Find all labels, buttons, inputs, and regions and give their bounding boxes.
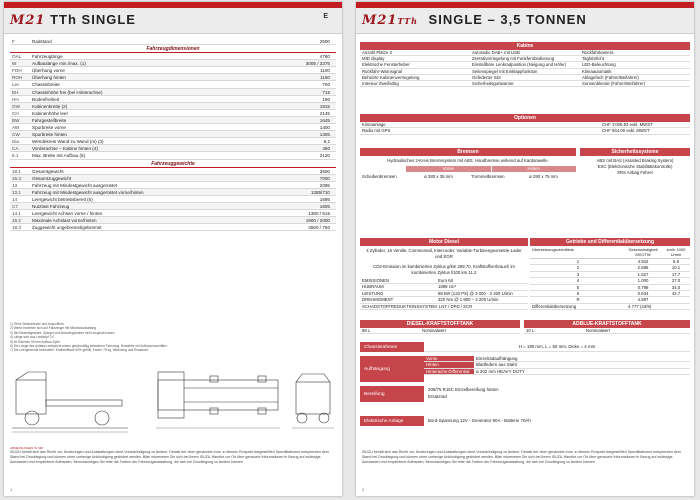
brakes-title: Bremsen: [360, 148, 576, 156]
row-value: 715: [322, 89, 330, 95]
gear-number: 5: [576, 284, 580, 290]
cabin-item: Seitenspiegel mit Einklappfunktion: [470, 69, 580, 75]
electrics-value: Bord-Spannung 12V - Generator 90A - Batterie 70Ah: [428, 418, 531, 423]
suspension-values: [424, 356, 690, 382]
engine-specs: [360, 278, 528, 310]
row-code: 13.1: [12, 189, 21, 195]
cabin-item: MID display: [360, 56, 470, 62]
row-code: OW: [12, 103, 20, 109]
suspension-value: Blattfedern aus Stahl: [476, 362, 517, 368]
differential-row: [530, 304, 690, 310]
row-value: 3005 / 3375: [305, 61, 330, 67]
row-desc: Radstand: [32, 39, 52, 44]
row-desc: Maximale Achslast vorne/hinten: [32, 218, 97, 224]
gear-number: 1: [576, 259, 580, 264]
dimensions-rows: [10, 53, 336, 159]
brakes-disc-label: Scheibenbremsen: [362, 174, 397, 179]
row-value: 3500 / 750: [308, 225, 330, 231]
gear-ratio: 1.527: [637, 271, 649, 277]
section-title-dimensions: Fahrzeugdimensionen: [10, 45, 336, 53]
row-value: 1380 / 515: [308, 211, 330, 217]
section-title-weights: Fahrzeuggewichte: [10, 160, 336, 168]
row-code: 18.3: [12, 225, 21, 231]
row-value: 1645: [319, 117, 330, 123]
table-row: [10, 210, 336, 217]
option-row: [360, 128, 690, 134]
gear-number: 4: [576, 278, 580, 284]
options-section: [360, 114, 690, 135]
option-price: CHF 944.00 exkl. MWST: [602, 128, 650, 134]
option-name: Klimaanlage: [362, 122, 386, 127]
transmission-section: [530, 238, 690, 310]
table-row: [10, 196, 336, 203]
transmission-col-speed-label: Geschwindigkeit: [628, 247, 658, 252]
row-value: 3500: [319, 168, 330, 174]
cabin-items: [360, 50, 690, 87]
model-logo: M21: [10, 13, 46, 28]
row-value: 2120: [319, 153, 330, 159]
engine-spec-value: 88 kW (120 PS) @ 3 000 - 3 200 U/min: [438, 290, 513, 296]
spec-page-equipment: [356, 2, 694, 496]
suspension-value: Einzelradaufhängung: [476, 356, 518, 361]
row-code: CW: [12, 132, 20, 138]
cabin-title: Kabine: [360, 42, 690, 50]
footnote: 5) Im Rahmen 50 mm Aufbau-Spiel: [10, 339, 60, 344]
table-row: [10, 217, 336, 224]
engine-spec-name: SCHADSTOFFREDUKTIONSSYSTEM: [362, 303, 437, 309]
gear-kmh: 27.0: [671, 278, 681, 284]
gear-ratio: 4.597: [637, 297, 649, 303]
chassis-row: [360, 342, 690, 352]
drawing-caption: ABMESSUNGEN IN MM: [10, 446, 44, 450]
spec-table: [10, 38, 336, 231]
gear-kmh: 10.1: [671, 265, 681, 271]
suspension-row: [360, 356, 690, 382]
row-code: 16.3: [12, 175, 21, 181]
row-desc: Spurbreite vorne: [32, 125, 66, 131]
page-header: [4, 2, 342, 36]
disclaimer-footer: ISUZU behält sich das Recht vor, Änderungen und Ausstattungen ohne Vorankündigung zu ändern. Details der oben genannten bzw. in diesem Prospekt dargestellten Spezifikationen entsprechen dem Stand bei Drucklegung und können ohne vorherige Ankündigung geändert werden. Bitte informieren Sie sich bei Ihrem ISUZU-Händler vor Ort über genauere Informationen in Bezug auf zulässige Achslasten und empfohlene Aufbauten. Berücksichtigen Sie bitte die Farben der Fahrzeugausstattung, die sich bei Drucklegung zu ändern können.: [10, 450, 329, 464]
adblue-tank-title: ADBLUE-KRAFTSTOFFTANK: [524, 320, 690, 328]
tyres-row: [360, 386, 690, 402]
row-desc: Fahrgestellbreite: [32, 117, 67, 123]
row-value: 1605: [319, 203, 330, 209]
transmission-col-speed-sub: MVOTW: [635, 252, 651, 257]
gear-ratio: 0.634: [637, 290, 649, 296]
engine-spec-name: EMISSIONEN: [362, 278, 389, 283]
options-title: Optionen: [360, 114, 690, 122]
footnote: 4) Länge sich aus Lenkkopf 2.0: [10, 335, 55, 340]
row-desc: Spurbreite hinten: [32, 132, 67, 138]
cabin-item: Beheizte Kabinenverriegelung: [360, 75, 470, 81]
table-row: [10, 53, 336, 60]
row-code: Dia: [12, 139, 19, 145]
cabin-item: Rückfahr-Warnsignal: [360, 69, 470, 75]
table-row: [10, 168, 336, 175]
row-desc: Wendekreis Wand zu Wand (m) (3): [32, 139, 104, 145]
cabin-item: Zentralverriegelung mit Funkfernbedienung: [470, 56, 580, 62]
row-desc: Chassisbreite: [32, 82, 60, 88]
row-desc: Überhang vorne: [32, 68, 65, 74]
model-name: SINGLE – 3,5 TONNEN: [428, 12, 587, 27]
brakes-description: Hydraulisches 2-Kreis Bremssystem mit ABS. Handbremse wirkend auf Kardanwelle.: [387, 158, 549, 163]
engine-spec-value: 320 Nm @ 1 800 – 2 200 U/min: [438, 297, 499, 303]
table-row: [10, 224, 336, 231]
row-value: 450: [322, 146, 330, 152]
row-code: 18.1: [12, 168, 21, 174]
row-value: 1385/710: [310, 189, 330, 195]
table-row: [10, 81, 336, 88]
table-row: [10, 89, 336, 96]
engine-title: Motor Diesel: [360, 238, 528, 246]
diesel-tank-capacity: 88 L: [362, 328, 371, 333]
row-code: 14: [12, 196, 18, 202]
safety-item: SRS Airbag Fahrer: [616, 170, 654, 175]
transmission-col-headers: [530, 246, 690, 259]
row-desc: Fahrzeuglänge: [32, 54, 63, 60]
cabin-item: Anzahl Plätze 3: [360, 50, 470, 56]
row-code: Lec: [12, 82, 20, 88]
table-row: [10, 60, 336, 67]
gear-ratio: 0.798: [637, 284, 649, 290]
gear-ratio: 4.942: [637, 259, 649, 264]
tyres-label: Bereifung: [360, 386, 424, 402]
cabin-item: Klimaautomatik: [580, 69, 690, 75]
cabin-item: Autoradio DAB+ mit USB: [470, 50, 580, 56]
table-row: [10, 175, 336, 182]
brakes-section: [360, 148, 576, 182]
cabin-item: Sicherheitsgurtwarner: [470, 81, 580, 87]
footnote: 7) Die Leergewichte beinhalten: Kraftstofftank 90% gefüllt, Fahrer 75 kg, Werkzeug und Ersatzrad.: [10, 348, 149, 353]
cabin-item: Elektrische Fensterheber: [360, 62, 470, 68]
footnote: 1) Ohne Seitenbleche und Auspuffrohr: [10, 322, 65, 326]
options-rows: [360, 122, 690, 135]
table-row: [10, 67, 336, 74]
tyres-spare: Ersatzrad: [428, 394, 447, 399]
row-code: EH: [12, 89, 19, 95]
row-code: W: [12, 61, 17, 67]
row-desc: Bodenfreiheit: [32, 96, 60, 102]
row-code: 6.1: [12, 153, 19, 159]
safety-section: [580, 148, 690, 176]
row-value: 2095: [319, 182, 330, 188]
suspension-label: Aufhängung: [360, 356, 424, 382]
engine-spec-name: DREHMOMENT: [362, 297, 394, 303]
disclaimer-footer: ISUZU behält sich das Recht vor, Änderungen und Ausstattungen ohne Vorankündigung zu ändern. Details der oben genannten bzw. in diesem Prospekt dargestellten Spezifikationen entsprechen dem Stand bei Drucklegung und können ohne vorherige Ankündigung geändert werden. Bitte informieren Sie sich bei Ihrem ISUZU-Händler vor Ort über genauere Informationen in Bezug auf zulässige Achslasten und empfohlene Aufbauten. Berücksichtigen Sie bitte die Farben der Fahrzeugausstattung, die sich bei Drucklegung zu ändern können.: [362, 450, 681, 464]
adblue-tank-row: [524, 328, 690, 334]
page-number: 1: [10, 487, 13, 492]
row-desc: Gesamtgewicht: [32, 168, 64, 174]
chassis-label: Chassisrahmen: [360, 342, 424, 352]
table-row: [10, 152, 336, 159]
model-logo-sub: TTh: [397, 16, 418, 26]
page-header: [356, 2, 694, 36]
footnote: 2) Werte beziehen sich auf Fahrzeuge mit Mindestaustattung: [10, 326, 97, 331]
option-name: Radio mit GPS: [362, 128, 391, 134]
transmission-title: Getriebe und Differentialübersetzung: [530, 238, 690, 246]
row-code: FOH: [12, 68, 22, 74]
gear-number: 3: [576, 271, 580, 277]
table-row: [10, 145, 336, 152]
cabin-section: [360, 42, 690, 87]
adblue-tank-capacity: 10 L: [526, 328, 535, 333]
row-code: HH: [12, 96, 19, 102]
row-desc: Gesamtzuggewicht: [32, 175, 72, 181]
row-value: 1160: [320, 75, 330, 81]
gear-number: R: [576, 297, 580, 303]
row-code: AW: [12, 125, 20, 131]
row-value: 190: [322, 96, 330, 102]
safety-item: ESC (Elektronische Stabilitätskontrolle): [597, 164, 673, 169]
engine-co2: CO2-Emission im kombinierten Zyklus g/km 269.70, Kraftstoffverbrauch im kombinierten Zyklus l/100 km 11.2: [372, 264, 515, 275]
table-row: [10, 124, 336, 131]
row-code: ROH: [12, 75, 23, 81]
cabin-item: Einstellbare Lenkradposition (Neigung und Höhe): [470, 62, 580, 68]
table-row: [10, 131, 336, 138]
cabin-item: Tagfahrlicht: [580, 56, 690, 62]
row-desc: Aufbaulänge min./max. (1): [32, 61, 86, 67]
row-code: BW: [12, 117, 20, 123]
gear-kmh: 5.5: [673, 259, 679, 264]
brakes-front-value: ø 280 x 35 mm: [424, 174, 453, 179]
transmission-col-ratio: Übersetzungsverhältnis: [532, 247, 574, 252]
brakes-front-header: Vorne: [406, 166, 491, 172]
row-code: 13: [12, 182, 18, 188]
diesel-tank-section: [360, 320, 520, 334]
suspension-value: ø 202 mm HEAVY DUTY: [476, 368, 525, 374]
engine-description: 4 Zylinder, 16 Ventile, Commonrail, Intercooler, Variable-Turbinengeometrie-Lader und EGR: [366, 248, 522, 259]
technical-drawings: [10, 362, 336, 440]
row-code: C7: [12, 203, 18, 209]
row-value: 1400: [319, 125, 330, 131]
row-desc: Überhang hinten: [32, 75, 66, 81]
cabin-item: Rückfahrkamera: [580, 50, 690, 56]
cabin-item: Interieur Zweifarbig: [360, 81, 470, 87]
truck-drawing-icon: [10, 362, 336, 440]
row-desc: Leergewicht betriebsbereit (6): [32, 196, 93, 202]
gear-number: 2: [576, 265, 580, 271]
safety-item: ABS mit BAS (Assisted Braking System): [596, 158, 674, 163]
row-value: 1695: [319, 196, 330, 202]
option-price: CHF 1'005.93 exkl. MWST: [602, 122, 653, 127]
weights-rows: [10, 168, 336, 232]
row-value: 2500: [319, 39, 330, 44]
safety-items: [580, 156, 690, 176]
gear-ratio: 1.000: [637, 278, 649, 284]
row-desc: Fahrzeug mit Mindestgewicht ausgerüstet: [32, 182, 118, 188]
brakes-rear-value: ø 290 x 75 mm: [529, 174, 558, 179]
engine-spec-value: LNT / DPD / SCR: [438, 303, 473, 309]
row-value: 1900 / 2000: [305, 218, 330, 224]
gear-kmh: 34.0: [671, 284, 681, 290]
footnote: 3) Bei Mindestgewicht: Spiegel und Abschlepphaken nicht eingeschlossen: [10, 330, 115, 335]
engine-spec-value: 1898 cm³: [438, 284, 456, 290]
page-title: [10, 12, 136, 28]
engine-spec-name: LEISTUNG: [362, 290, 384, 296]
row-code: CH: [12, 110, 19, 116]
table-row: [10, 110, 336, 117]
table-row: [10, 103, 336, 110]
gear-kmh: 42.7: [671, 290, 681, 296]
row-value: 7000: [319, 175, 330, 181]
row-desc: Kabinenhöhe leer: [32, 110, 69, 116]
diesel-tank-note: Nominalwert: [422, 328, 446, 333]
cabin-item: LED-Beleuchtung: [580, 62, 690, 68]
engine-spec-row: [360, 304, 528, 310]
row-desc: Fahrzeug mit Mindestgewicht ausgerüstet vorne/hinten: [32, 189, 144, 195]
suspension-row: [424, 369, 690, 375]
table-row: [10, 74, 336, 81]
table-row: [10, 182, 336, 189]
cabin-item: Ablagefach (Fahrer/Beifahrer): [580, 75, 690, 81]
row-value: 1100: [320, 68, 330, 74]
differential-label: Differentialübersetzung: [532, 303, 577, 309]
table-row: [10, 96, 336, 103]
adblue-tank-section: [524, 320, 690, 334]
gear-rows: [530, 259, 690, 304]
differential-value: 4.777 (43/9): [628, 303, 652, 309]
row-code: 16.2: [12, 218, 21, 224]
row-code: OAL: [12, 54, 22, 60]
row-value: 4760: [319, 54, 330, 60]
diesel-tank-title: DIESEL-KRAFTSTOFFTANK: [360, 320, 520, 328]
electrics-label: Elektrische Anlage: [360, 416, 424, 426]
row-code: 14.1: [12, 211, 21, 217]
gear-kmh: [662, 297, 690, 302]
transmission-col-speed: [624, 247, 662, 257]
row-code: CA: [12, 146, 19, 152]
footnote: 6) Die Länge des Aufbaus entspricht einem gleichmäßig beladenen Fahrzeug. Hersteller mit Aufbauvorschriften.: [10, 344, 168, 349]
tyres-value: 205/75 R16C Einzelbereifung hinten: [428, 387, 499, 392]
gear-number: 6: [576, 290, 580, 296]
row-desc: Kabinenbreite (2): [32, 103, 68, 109]
gear-ratio: 2.686: [637, 265, 649, 271]
table-row: [10, 189, 336, 196]
suspension-key: Vorne: [424, 356, 474, 361]
row-desc: Leergewicht Achsen vorne / hinten: [32, 211, 103, 217]
safety-title: Sicherheitssysteme: [580, 148, 690, 156]
footnotes: [10, 322, 336, 353]
page-title: [362, 12, 587, 28]
gear-kmh: 17.7: [671, 271, 681, 277]
table-row: [10, 117, 336, 124]
row-code: F: [12, 39, 15, 44]
chassis-value: H = 180 mm, L = 50 mm, Dicke = 4 mm: [424, 342, 690, 352]
row-desc: Zuggewicht ungebremst/gebremst: [32, 225, 102, 231]
tyres-values: [424, 386, 690, 402]
model-logo: M21: [362, 13, 398, 28]
row-desc: Max. Breite mit Aufbau (5): [32, 153, 86, 159]
table-row: [10, 38, 336, 45]
diesel-tank-row: [360, 328, 520, 334]
row-desc: Nutzlast Fahrzeug: [32, 203, 70, 209]
engine-spec-name: HUBRAUM: [362, 284, 384, 290]
brakes-rear-header: Hinten: [492, 166, 577, 172]
transmission-col-kmh: km/h 1000 U/min: [666, 247, 686, 257]
suspension-key: Hinterachs-Differential: [424, 369, 474, 374]
row-value: 1815: [319, 103, 330, 109]
row-desc: Chassishöhe frei (bei Hinterachse): [32, 89, 103, 95]
model-name: TTh SINGLE: [50, 12, 136, 27]
spec-page-dimensions: [4, 2, 342, 496]
row-desc: Vorderachse – Kabine hinten (4): [32, 146, 98, 152]
table-row: [10, 138, 336, 145]
engine-section: [360, 238, 528, 310]
adblue-tank-note: Nominalwert: [586, 328, 610, 333]
brakes-values-row: [360, 172, 576, 182]
page-number: 2: [362, 487, 365, 492]
row-value: 9,2: [323, 139, 330, 145]
table-row: [10, 203, 336, 210]
engine-spec-value: Euro 6d: [438, 278, 454, 283]
row-value: 2145: [319, 110, 330, 116]
cabin-item: Gefederter Sitz: [470, 75, 580, 81]
row-value: 700: [322, 82, 330, 88]
brakes-drum-label: Trommelbremsen: [471, 174, 505, 179]
suspension-key: Hinten: [424, 362, 474, 367]
row-value: 1305: [319, 132, 330, 138]
electrics-row: [360, 416, 690, 426]
cabin-item: Sonnenblende (Fahrer/Beifahrer): [580, 81, 690, 87]
variant-badge: E: [323, 13, 328, 20]
